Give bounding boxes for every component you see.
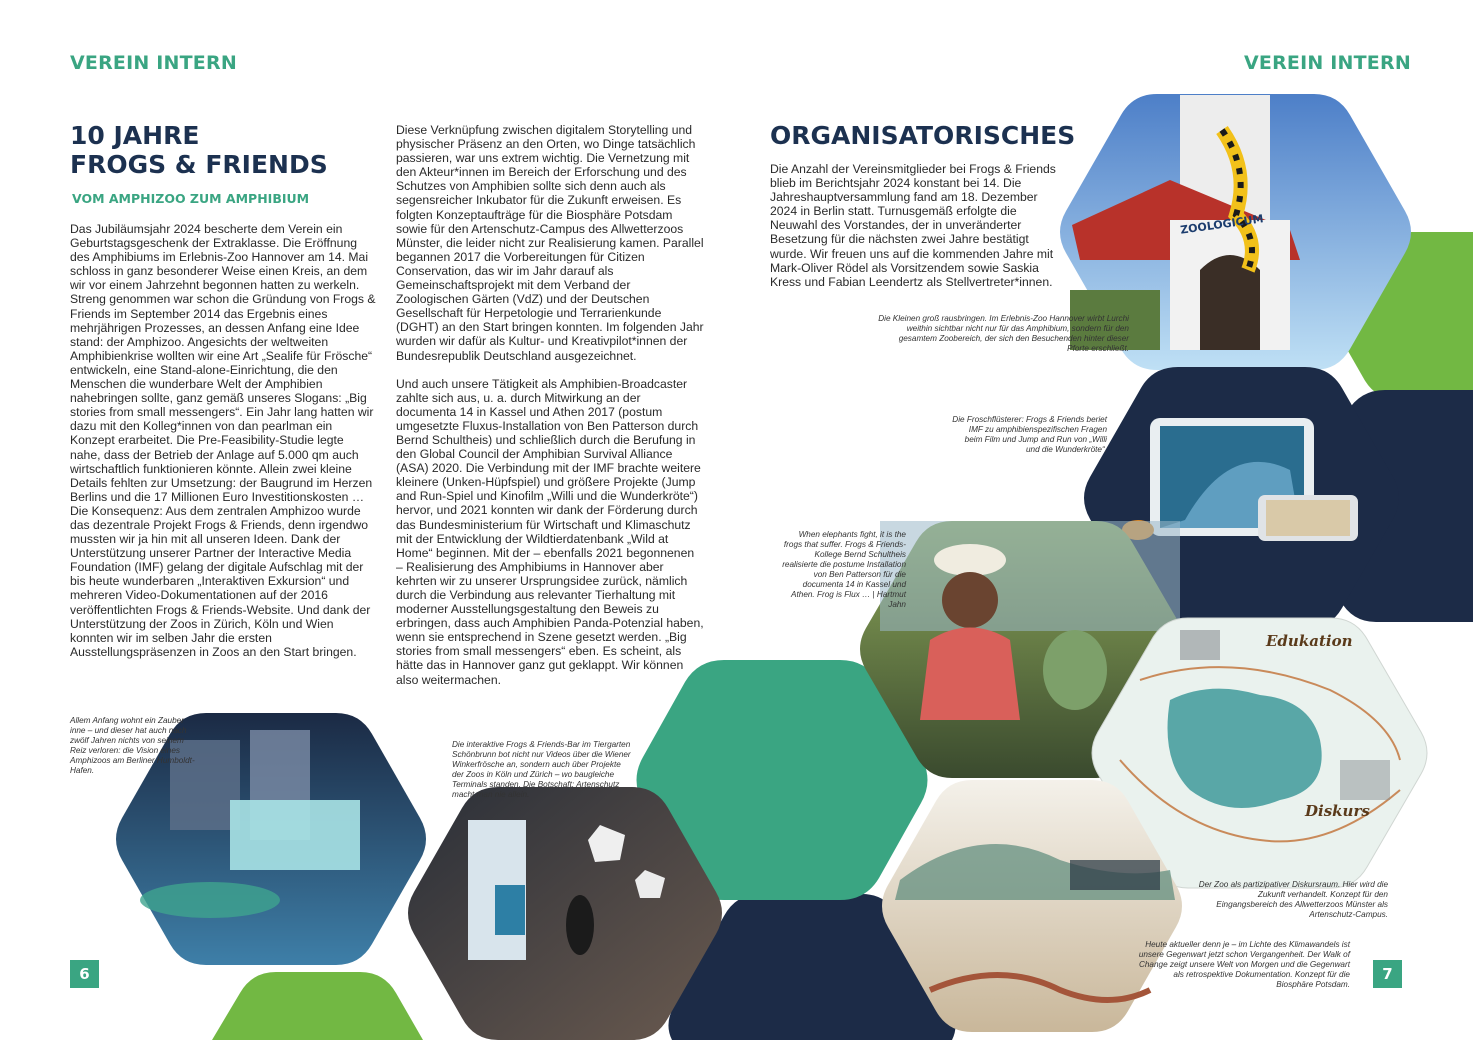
left-column-2 — [396, 123, 704, 687]
caption-zoologicum: Die Kleinen groß rausbringen. Im Erlebnis-Zoo Hannover wirbt Lurchi weithin sichtbar nicht nur für das Amphibium, sondern für den gesamtem Zoobereich, der sich den Besuchenden hinter dieser Pforte erschließt. — [878, 314, 1129, 353]
caption-tablet: Die Froschflüsterer: Frogs & Friends beriet IMF zu amphibienspezifischen Fragen beim Film und Jump and Run von „Willi und die Wunderkröte“. — [952, 415, 1107, 454]
subtitle-left: VOM AMPHIZOO ZUM AMPHIBIUM — [72, 191, 310, 206]
title-line-1: 10 JAHRE — [70, 121, 200, 150]
map-label-diskurs: Diskurs — [1305, 802, 1370, 820]
col1-paragraph-1: Das Jubiläumsjahr 2024 bescherte dem Verein ein Geburtstagsgeschenk der Extraklasse. Die Eröffnung des Amphibiums im Erlebnis-Zoo Hannover am 14. Mai schloss in ganz besonderer Weise einen Kreis, an dem wir vor einem Jahrzehnt begonnen hatten zu werkeln. Streng genommen war schon die Gründung von Frogs & Friends im September 2014 das Ergebnis eines mehrjährigen Prozesses, an dessen Anfang eine Idee stand: der Amphizoo. Angesichts der weltweiten Amphibienkrise wollten wir eine Art „Sealife für Frösche“ entwickeln, eine Stand-alone-Einrichtung, die den Menschen die wunderbare Welt der Amphibien nahebringen sollte, ganz gemäß unseres Slogans: „Big stories from small messengers“. Ein Jahr lang hatten wir dazu mit den Kolleg*innen von dan pearlman ein Konzept erarbeitet. Die Pre-Feasibility-Studie legte nahe, dass der Betrieb der Anlage auf 5.000 qm auch wirtschaftlich funktionieren könnte. Allein zwei kleine Details fehlten zur Umsetzung: der Baugrund im Herzen Berlins und die 17 Millionen Euro Investitionskosten … — [70, 222, 376, 504]
col2-paragraph-1: Diese Verknüpfung zwischen digitalem Storytelling und physischer Präsenz an den Orten, wo Dinge tatsächlich passieren, war uns extrem wichtig. Die Vernetzung mit den Akteur*innen im Bereich der Erforschung und des Schutzes von Amphibien sollte sich denn auch als segensreicher Inkubator für die Zukunft erweisen. Es folgten Konzeptaufträge für die Biosphäre Potsdam sowie für den Artenschutz-Campus des Allwetterzoos Münster, die leider nicht zur Realisierung kamen. Parallel begannen 2017 die Vorbereitungen für Citizen Conservation, das wir im Jahr darauf als Gemeinschaftsprojekt mit dem Verband der Zoologischen Gärten (VdZ) und der Deutschen Gesellschaft für Herpetologie und Terrarienkunde (DGHT) an den Start bringen konnten. Im folgenden Jahr wurden wir dafür als Kultur- und Kreativpilot*innen der Bundesrepublik Deutschland ausgezeichnet. — [396, 123, 704, 363]
col2-paragraph-2: Und auch unsere Tätigkeit als Amphibien-Broadcaster zahlte sich aus, u. a. durch Mitwirkung an der documenta 14 in Kassel und Athen 2017 (postum umgesetzte Fluxus-Installation von Ben Patterson durch Bernd Schultheis) und schließlich durch die Berufung in den Global Council der Amphibian Survival Alliance (ASA) 2020. Die Verbindung mit der IMF brachte weitere kleinere (Unken-Hüpfspiel) und größere Projekte (Jump and Run-Spiel und Kinofilm „Willi und die Wunderkröte“) hervor, und 2021 konnten wir dank der Förderung durch das Bundesministerium für Wirtschaft und Klimaschutz mit der Entwicklung der Wildtierdatenbank „Wild at Home“ beginnen. Mit der – ebenfalls 2021 begonnenen – Realisierung des Amphibiums in Hannover aber kehrten wir zu unserer Ursprungsidee zurück, nämlich durch die Verbindung aus relevanter Tierhaltung mit moderner Ausstellungsgestaltung den Beweis zu erbringen, dass auch Amphibien Panda-Potenzial haben, wenn sie entsprechend in Szene gesetzt werden. „Big stories from small messengers“ eben. Es scheint, als hätte das in Hannover ganz gut geklappt. Wir können also weitermachen. — [396, 376, 704, 687]
title-line-2: FROGS & FRIENDS — [70, 150, 328, 179]
section-label-left: VEREIN INTERN — [70, 52, 237, 74]
caption-elephants: When elephants fight, it is the frogs that suffer. Frogs & Friends-Kollege Bernd Schultheis realisierte die postume Installation von Ben Patterson für die documenta 14 in Kassel und Athen. Frog is Flux … | Hartmut Jahn — [782, 530, 906, 609]
page-title-left — [70, 121, 328, 179]
caption-interactive-bar: Die interaktive Frogs & Friends-Bar im Tiergarten Schönbrunn bot nicht nur Videos über die Wiener Winkerfrösche an, sondern auch über Projekte der Zoos in Köln und Zürich – wo baugleiche Terminals standen. Die Botschaft: Artenschutz macht man nie allein. — [452, 740, 631, 799]
zoologicum-sign: ZOOLOGICUM — [1179, 212, 1265, 237]
page-number-right: 7 — [1373, 960, 1402, 988]
map-label-edukation: Edukation — [1266, 632, 1353, 650]
lime-hexagon-bottom-left — [212, 972, 423, 1040]
caption-zoo-raum: Der Zoo als partizipativer Diskursraum. Hier wird die Zukunft verhandelt. Konzept für den Eingangsbereich des Allwetterzoos Münster als Artenschutz-Campus. — [1198, 880, 1388, 919]
interactive-bar-photo — [408, 787, 722, 1040]
right-body: Die Anzahl der Vereinsmitglieder bei Frogs & Friends blieb im Berichtsjahr 2024 konstant bei 14. Die Jahreshauptversammlung fand am 18. Dezember 2024 in Berlin statt. Turnusgemäß erfolgte die Neuwahl des Vorstandes, der in unveränderter Besetzung für die nächsten zwei Jahre bestätigt wurde. Wir freuen uns auf die kommenden Jahre mit Mark-Oliver Rödel als Vorsitzendem sowie Saskia Kress und Fabian Leendertz als Stellvertreter*innen. — [770, 162, 1056, 289]
caption-amphizoo: Allem Anfang wohnt ein Zauber inne – und dieser hat auch nach zwölf Jahren nichts von seinem Reiz verloren: die Vision eines Amphizoos am Berliner Humboldt-Hafen. — [70, 716, 195, 775]
col1-paragraph-2: Die Konsequenz: Aus dem zentralen Amphizoo wurde das dezentrale Projekt Frogs & Friends, denn irgendwo mussten wir ja hin mit all unseren Ideen. Dank der Unterstützung unserer Partner der Interactive Media Foundation (IMF) gelang der digitale Aufschlag mit der bis heute wunderbaren „Interaktiven Exkursion“ und mehreren Video-Dokumentationen auf der 2016 veröffentlichten Frogs & Friends-Website. Und dank der Unterstützung der Zoos in Zürich, Köln und Wien konnten wir im selben Jahr die ersten Ausstellungspräsenzen in Zoos an den Start bringen. — [70, 503, 371, 659]
page-number-left: 6 — [70, 960, 99, 988]
section-label-right: VEREIN INTERN — [1244, 52, 1411, 74]
left-column-1 — [70, 222, 377, 659]
caption-gegenwart: Heute aktueller denn je – im Lichte des Klimawandels ist unsere Gegenwart jetzt schon Vergangenheit. Der Walk of Change zeigt unsere Welt von Morgen und die Gegenwart als retrospektive Dokumentation. Konzept für die Biosphäre Potsdam. — [1138, 940, 1350, 989]
page-title-right: ORGANISATORISCHES — [770, 121, 1076, 150]
